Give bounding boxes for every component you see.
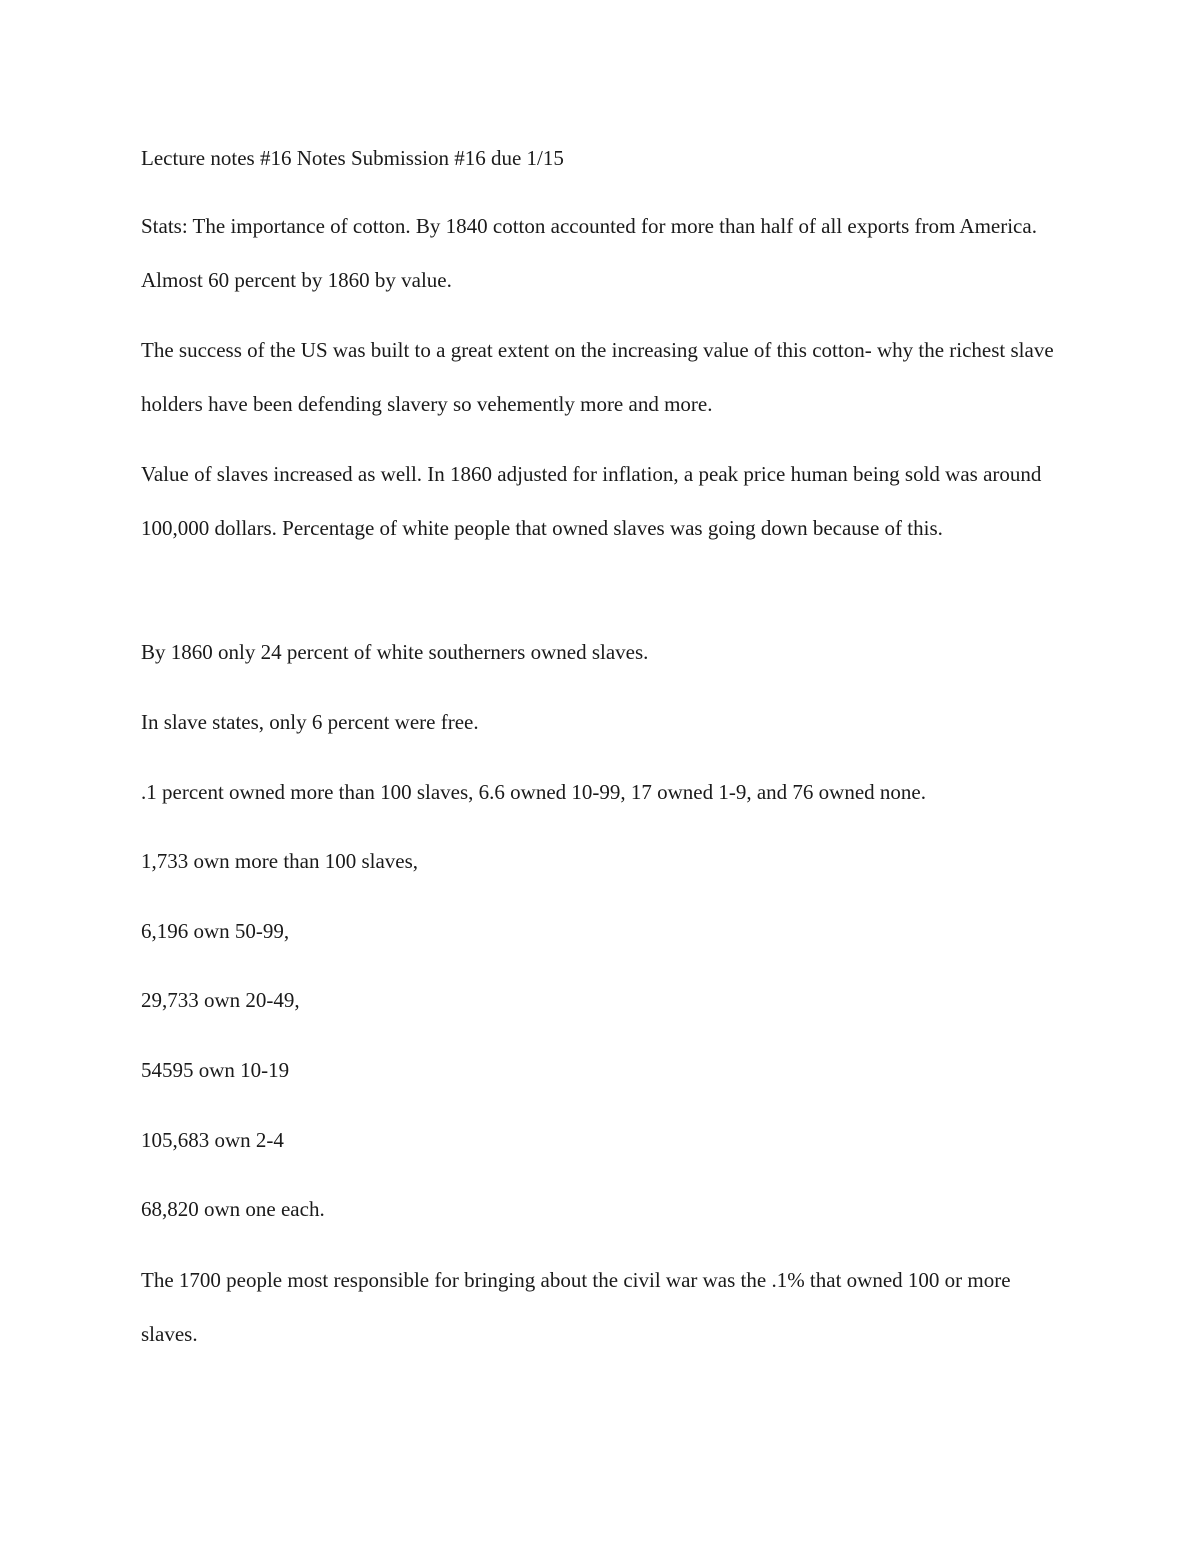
document-heading: Lecture notes #16 Notes Submission #16 due 1/15 [141, 146, 564, 170]
paragraph-slave-value: Value of slaves increased as well. In 1860 adjusted for inflation, a peak price human being sold was around 100,000 dollars. Percentage of white people that owned slaves was going down because of this. [141, 462, 1042, 540]
paragraph-cotton-stats: Stats: The importance of cotton. By 1840 cotton accounted for more than half of all exports from America. Almost 60 percent by 1860 by value. [141, 214, 1037, 292]
list-item-50-99: 6,196 own 50-99, [141, 919, 290, 943]
paragraph-6-percent-free: In slave states, only 6 percent were free. [141, 710, 479, 734]
list-item-2-4: 105,683 own 2-4 [141, 1128, 284, 1152]
list-item-10-19: 54595 own 10-19 [141, 1058, 290, 1082]
list-item-20-49: 29,733 own 20-49, [141, 988, 300, 1012]
paragraph-conclusion: The 1700 people most responsible for bringing about the civil war was the .1% that owned 100 or more slaves. [141, 1268, 1011, 1346]
paragraph-24-percent: By 1860 only 24 percent of white southerners owned slaves. [141, 640, 649, 664]
list-item-over-100: 1,733 own more than 100 slaves, [141, 849, 419, 873]
list-item-one-each: 68,820 own one each. [141, 1197, 325, 1221]
paragraph-ownership-percentages: .1 percent owned more than 100 slaves, 6.6 owned 10-99, 17 owned 1-9, and 76 owned none. [141, 780, 926, 804]
paragraph-us-success: The success of the US was built to a great extent on the increasing value of this cotton- why the richest slave holders have been defending slavery so vehemently more and more. [141, 338, 1054, 416]
